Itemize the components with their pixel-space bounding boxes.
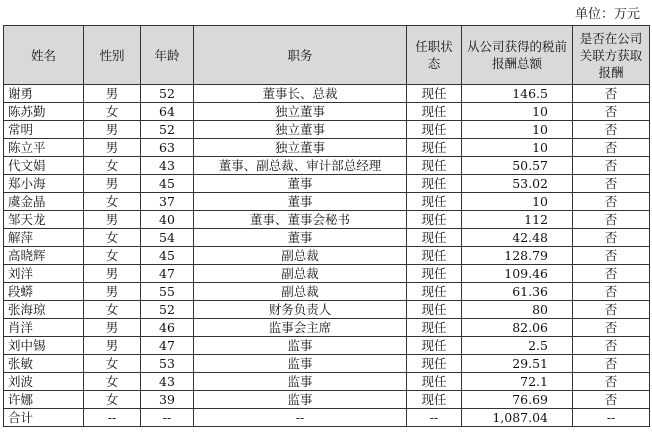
table-row — [4, 85, 650, 103]
table-row — [4, 373, 650, 391]
table-row — [4, 355, 650, 373]
table-cell: 55 — [141, 283, 194, 301]
table-cell: 男 — [84, 175, 141, 193]
table-cell: 否 — [573, 139, 650, 157]
table-cell: 张海琼 — [4, 301, 84, 319]
table-cell: 否 — [573, 103, 650, 121]
table-cell: 52 — [141, 121, 194, 139]
table-cell: 独立董事 — [194, 139, 407, 157]
table-cell: 解萍 — [4, 229, 84, 247]
table-row — [4, 193, 650, 211]
table-cell: 53.02 — [462, 175, 573, 193]
table-cell: 80 — [462, 301, 573, 319]
table-cell: 现任 — [407, 211, 462, 229]
table-cell: 否 — [573, 247, 650, 265]
table-cell: 109.46 — [462, 265, 573, 283]
table-cell: 女 — [84, 247, 141, 265]
table-cell: 45 — [141, 247, 194, 265]
table-cell: 合计 — [4, 409, 84, 427]
table-cell: 现任 — [407, 373, 462, 391]
table-cell: 现任 — [407, 319, 462, 337]
table-cell: 2.5 — [462, 337, 573, 355]
table-cell: 董事、副总裁、审计部总经理 — [194, 157, 407, 175]
table-cell: 郑小海 — [4, 175, 84, 193]
table-cell: 现任 — [407, 391, 462, 409]
table-cell: 46 — [141, 319, 194, 337]
table-row — [4, 121, 650, 139]
table-row — [4, 283, 650, 301]
table-cell: 128.79 — [462, 247, 573, 265]
table-cell: 否 — [573, 211, 650, 229]
table-cell: 董事长、总裁 — [194, 85, 407, 103]
table-cell: 47 — [141, 265, 194, 283]
header-cell: 是否在公司关联方获取报酬 — [573, 26, 650, 85]
table-cell: 现任 — [407, 175, 462, 193]
header-cell: 姓名 — [4, 26, 84, 85]
table-cell: 76.69 — [462, 391, 573, 409]
table-cell: 刘中锡 — [4, 337, 84, 355]
table-cell: 男 — [84, 283, 141, 301]
table-cell: 独立董事 — [194, 121, 407, 139]
table-cell: 副总裁 — [194, 265, 407, 283]
table-cell: 财务负责人 — [194, 301, 407, 319]
table-cell: 1,087.04 — [462, 409, 573, 427]
table-cell: 监事会主席 — [194, 319, 407, 337]
table-cell: 否 — [573, 301, 650, 319]
table-cell: 43 — [141, 373, 194, 391]
table-cell: 男 — [84, 85, 141, 103]
table-cell: 52 — [141, 85, 194, 103]
header-row — [4, 26, 650, 85]
table-cell: 否 — [573, 193, 650, 211]
table-cell: 张敏 — [4, 355, 84, 373]
table-row — [4, 265, 650, 283]
table-cell: 副总裁 — [194, 247, 407, 265]
table-cell: 否 — [573, 265, 650, 283]
table-cell: 女 — [84, 301, 141, 319]
table-cell: 肖洋 — [4, 319, 84, 337]
table-cell: 现任 — [407, 85, 462, 103]
table-cell: 独立董事 — [194, 103, 407, 121]
table-cell: 否 — [573, 373, 650, 391]
table-cell: 61.36 — [462, 283, 573, 301]
table-cell: 否 — [573, 175, 650, 193]
table-row — [4, 139, 650, 157]
table-cell: 50.57 — [462, 157, 573, 175]
table-cell: 10 — [462, 103, 573, 121]
table-cell: 否 — [573, 85, 650, 103]
table-cell: 监事 — [194, 373, 407, 391]
table-cell: 否 — [573, 229, 650, 247]
table-cell: 现任 — [407, 139, 462, 157]
table-cell: 现任 — [407, 283, 462, 301]
table-cell: 10 — [462, 139, 573, 157]
table-cell: 女 — [84, 193, 141, 211]
table-cell: 刘波 — [4, 373, 84, 391]
table-row — [4, 229, 650, 247]
table-cell: 否 — [573, 157, 650, 175]
table-cell: 否 — [573, 337, 650, 355]
table-cell: 现任 — [407, 301, 462, 319]
table-cell: 146.5 — [462, 85, 573, 103]
table-cell: 45 — [141, 175, 194, 193]
table-row — [4, 337, 650, 355]
table-row — [4, 211, 650, 229]
table-cell: 43 — [141, 157, 194, 175]
table-cell: 否 — [573, 355, 650, 373]
unit-label: 单位：万元 — [574, 7, 640, 22]
table-row — [4, 247, 650, 265]
table-cell: 监事 — [194, 391, 407, 409]
table-cell: 现任 — [407, 355, 462, 373]
table-cell: 现任 — [407, 337, 462, 355]
table-cell: 现任 — [407, 265, 462, 283]
table-cell: 董事 — [194, 229, 407, 247]
table-cell: 否 — [573, 121, 650, 139]
header-cell: 从公司获得的税前报酬总额 — [462, 26, 573, 85]
table-cell: 男 — [84, 139, 141, 157]
table-cell: 男 — [84, 265, 141, 283]
table-cell: 47 — [141, 337, 194, 355]
table-cell: 董事 — [194, 193, 407, 211]
table-cell: 男 — [84, 337, 141, 355]
table-row — [4, 175, 650, 193]
table-row — [4, 103, 650, 121]
table-row — [4, 157, 650, 175]
table-cell: 监事 — [194, 337, 407, 355]
table-cell: 谢勇 — [4, 85, 84, 103]
table-cell: 现任 — [407, 229, 462, 247]
table-cell: 37 — [141, 193, 194, 211]
table-cell: 52 — [141, 301, 194, 319]
table-cell: 53 — [141, 355, 194, 373]
table-cell: 段蟒 — [4, 283, 84, 301]
table-cell: -- — [141, 409, 194, 427]
table-cell: 男 — [84, 121, 141, 139]
table-cell: 女 — [84, 391, 141, 409]
table-cell: 29.51 — [462, 355, 573, 373]
table-cell: 董事 — [194, 175, 407, 193]
table-cell: 否 — [573, 391, 650, 409]
table-cell: -- — [84, 409, 141, 427]
table-cell: 女 — [84, 373, 141, 391]
table-cell: 刘洋 — [4, 265, 84, 283]
table-cell: 72.1 — [462, 373, 573, 391]
table-cell: 董事、董事会秘书 — [194, 211, 407, 229]
table-cell: 陈立平 — [4, 139, 84, 157]
table-cell: 42.48 — [462, 229, 573, 247]
table-cell: 女 — [84, 103, 141, 121]
table-cell: 女 — [84, 157, 141, 175]
table-cell: 现任 — [407, 121, 462, 139]
table-cell: 112 — [462, 211, 573, 229]
table-cell: 40 — [141, 211, 194, 229]
table-cell: -- — [194, 409, 407, 427]
table-cell: 陈苏勤 — [4, 103, 84, 121]
table-cell: 许娜 — [4, 391, 84, 409]
table-cell: 现任 — [407, 247, 462, 265]
table-cell: 10 — [462, 121, 573, 139]
table-cell: 现任 — [407, 193, 462, 211]
table-cell: 54 — [141, 229, 194, 247]
header-cell: 职务 — [194, 26, 407, 85]
remuneration-table — [3, 25, 650, 427]
table-cell: 男 — [84, 319, 141, 337]
table-cell: -- — [573, 409, 650, 427]
table-cell: 现任 — [407, 103, 462, 121]
table-cell: 女 — [84, 229, 141, 247]
table-row — [4, 319, 650, 337]
table-cell: 女 — [84, 355, 141, 373]
table-cell: 男 — [84, 211, 141, 229]
header-cell: 年龄 — [141, 26, 194, 85]
table-cell: 63 — [141, 139, 194, 157]
table-cell: 虞金晶 — [4, 193, 84, 211]
table-cell: -- — [407, 409, 462, 427]
table-cell: 39 — [141, 391, 194, 409]
table-row — [4, 391, 650, 409]
table-cell: 高晓辉 — [4, 247, 84, 265]
table-cell: 代文娟 — [4, 157, 84, 175]
table-cell: 64 — [141, 103, 194, 121]
table-cell: 否 — [573, 319, 650, 337]
table-row — [4, 301, 650, 319]
table-cell: 否 — [573, 283, 650, 301]
table-cell: 常明 — [4, 121, 84, 139]
table-cell: 监事 — [194, 355, 407, 373]
table-cell: 现任 — [407, 157, 462, 175]
header-cell: 任职状态 — [407, 26, 462, 85]
total-row — [4, 409, 650, 427]
table-cell: 10 — [462, 193, 573, 211]
header-cell: 性别 — [84, 26, 141, 85]
table-cell: 82.06 — [462, 319, 573, 337]
table-cell: 副总裁 — [194, 283, 407, 301]
table-cell: 邹天龙 — [4, 211, 84, 229]
